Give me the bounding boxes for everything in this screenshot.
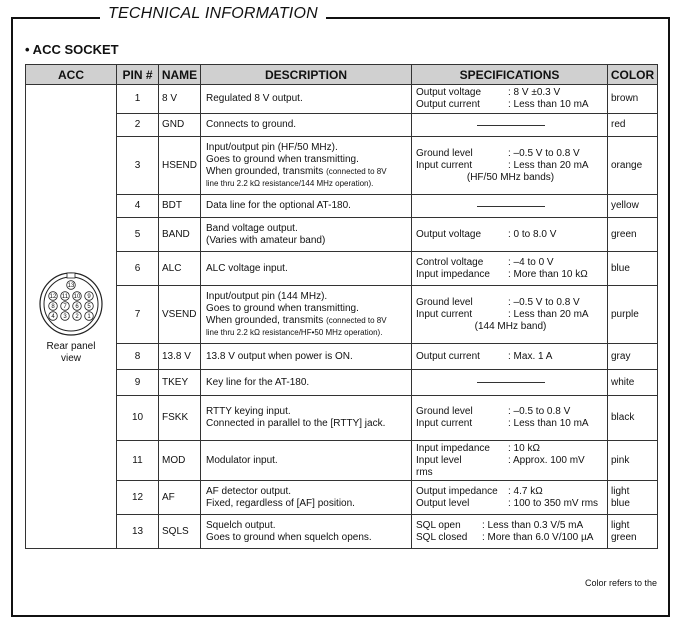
section-title: • ACC SOCKET (25, 42, 119, 57)
pin-number: 10 (117, 396, 159, 441)
footer-note: Color refers to the (584, 578, 657, 588)
svg-text:5: 5 (87, 303, 91, 310)
wire-color: light green (608, 515, 658, 549)
table-row (26, 370, 658, 396)
pin-specifications: Ground level : –0.5 V to 0.8 V Input current : Less than 20 mA (HF/50 MHz bands) (412, 137, 608, 195)
pin-specifications: SQL open : Less than 0.3 V/5 mA SQL closed : More than 6.0 V/100 µA (412, 515, 608, 549)
pin-description: Input/output pin (HF/50 MHz). Goes to ground when transmitting. When grounded, transmits (connected to 8V line thru 2.2 kΩ resistance/144 MHz operation). (201, 137, 412, 195)
pin-name: MOD (159, 441, 201, 481)
acc-connector-diagram (36, 269, 106, 339)
pin-name: TKEY (159, 370, 201, 396)
pin-number: 9 (117, 370, 159, 396)
connector-pin (67, 280, 76, 289)
wire-color: black (608, 396, 658, 441)
table-row (26, 396, 658, 441)
connector-pin (61, 291, 70, 300)
pin-description: AF detector output. Fixed, regardless of [AF] position. (201, 481, 412, 515)
connector-pin (61, 301, 70, 310)
pin-name: 13.8 V (159, 344, 201, 370)
svg-text:8: 8 (51, 303, 55, 310)
table-row (26, 286, 658, 344)
pin-description: Band voltage output. (Varies with amateur band) (201, 218, 412, 252)
wire-color: brown (608, 85, 658, 114)
pin-specifications-none (412, 370, 608, 396)
column-header-specifications: SPECIFICATIONS (412, 65, 608, 85)
pin-description: Data line for the optional AT-180. (201, 195, 412, 218)
pin-specifications: Output voltage : 0 to 8.0 V (412, 218, 608, 252)
wire-color: pink (608, 441, 658, 481)
pin-number: 3 (117, 137, 159, 195)
column-header-color: COLOR (608, 65, 658, 85)
pin-number: 5 (117, 218, 159, 252)
pin-number: 4 (117, 195, 159, 218)
connector-pin (73, 301, 82, 310)
connector-pin (85, 291, 94, 300)
pin-number: 8 (117, 344, 159, 370)
rear-panel-caption: Rear panel view (46, 340, 96, 364)
connector-pin (61, 311, 70, 320)
column-header-acc: ACC (26, 65, 117, 85)
table-row (26, 137, 658, 195)
wire-color: blue (608, 252, 658, 286)
pin-specifications-none (412, 114, 608, 137)
wire-color: orange (608, 137, 658, 195)
svg-text:6: 6 (75, 303, 79, 310)
acc-connector-cell (26, 85, 117, 549)
connector-pin (85, 301, 94, 310)
connector-pin (73, 311, 82, 320)
pin-name: GND (159, 114, 201, 137)
pin-description: 13.8 V output when power is ON. (201, 344, 412, 370)
svg-text:2: 2 (75, 313, 79, 320)
table-row (26, 481, 658, 515)
connector-pin (73, 291, 82, 300)
pin-description: ALC voltage input. (201, 252, 412, 286)
connector-pin (49, 301, 58, 310)
pin-number: 6 (117, 252, 159, 286)
table-row (26, 218, 658, 252)
pin-specifications: Control voltage : –4 to 0 V Input impedance : More than 10 kΩ (412, 252, 608, 286)
pin-description: Key line for the AT-180. (201, 370, 412, 396)
pin-description: RTTY keying input. Connected in parallel to the [RTTY] jack. (201, 396, 412, 441)
wire-color: white (608, 370, 658, 396)
connector-pin (49, 311, 58, 320)
pin-specifications: Input impedance : 10 kΩ Input level : Approx. 100 mV rms (412, 441, 608, 481)
pin-name: VSEND (159, 286, 201, 344)
pin-number: 13 (117, 515, 159, 549)
table-row (26, 344, 658, 370)
svg-text:9: 9 (87, 293, 91, 300)
svg-text:1: 1 (87, 313, 91, 320)
wire-color: gray (608, 344, 658, 370)
table-row (26, 85, 658, 114)
wire-color: purple (608, 286, 658, 344)
pin-description: Connects to ground. (201, 114, 412, 137)
table-row (26, 195, 658, 218)
pin-specifications: Ground level : –0.5 V to 0.8 V Input current : Less than 20 mA (144 MHz band) (412, 286, 608, 344)
pin-specifications-none (412, 195, 608, 218)
svg-text:3: 3 (63, 313, 67, 320)
pin-name: ALC (159, 252, 201, 286)
svg-text:12: 12 (49, 293, 57, 300)
pin-name: HSEND (159, 137, 201, 195)
svg-text:13: 13 (67, 282, 75, 289)
pin-number: 2 (117, 114, 159, 137)
column-header-pin: PIN # (117, 65, 159, 85)
table-row (26, 515, 658, 549)
pin-number: 11 (117, 441, 159, 481)
pin-description: Modulator input. (201, 441, 412, 481)
svg-text:10: 10 (73, 293, 81, 300)
table-row (26, 441, 658, 481)
pin-specifications: Output impedance : 4.7 kΩ Output level : 100 to 350 mV rms (412, 481, 608, 515)
wire-color: yellow (608, 195, 658, 218)
pin-number: 7 (117, 286, 159, 344)
column-header-name: NAME (159, 65, 201, 85)
pin-name: BDT (159, 195, 201, 218)
pin-description: Regulated 8 V output. (201, 85, 412, 114)
table-header-row (26, 65, 658, 85)
connector-pin (85, 311, 94, 320)
pin-specifications: Output voltage : 8 V ±0.3 V Output current : Less than 10 mA (412, 85, 608, 114)
pin-specifications: Ground level : –0.5 to 0.8 V Input current : Less than 10 mA (412, 396, 608, 441)
svg-text:11: 11 (61, 293, 69, 300)
pin-description: Squelch output. Goes to ground when squelch opens. (201, 515, 412, 549)
acc-socket-table (25, 64, 658, 549)
pin-number: 12 (117, 481, 159, 515)
wire-color: green (608, 218, 658, 252)
connector-pin (49, 291, 58, 300)
table-row (26, 252, 658, 286)
pin-description: Input/output pin (144 MHz). Goes to ground when transmitting. When grounded, transmits (connected to 8V line thru 2.2 kΩ resistance/HF•50 MHz operation). (201, 286, 412, 344)
header-title: TECHNICAL INFORMATION (100, 5, 326, 23)
wire-color: red (608, 114, 658, 137)
pin-name: SQLS (159, 515, 201, 549)
column-header-description: DESCRIPTION (201, 65, 412, 85)
pin-specifications: Output current : Max. 1 A (412, 344, 608, 370)
pin-name: AF (159, 481, 201, 515)
svg-text:4: 4 (51, 313, 55, 320)
wire-color: light blue (608, 481, 658, 515)
svg-text:7: 7 (63, 303, 67, 310)
pin-number: 1 (117, 85, 159, 114)
pin-name: BAND (159, 218, 201, 252)
pin-name: 8 V (159, 85, 201, 114)
pin-name: FSKK (159, 396, 201, 441)
table-row (26, 114, 658, 137)
